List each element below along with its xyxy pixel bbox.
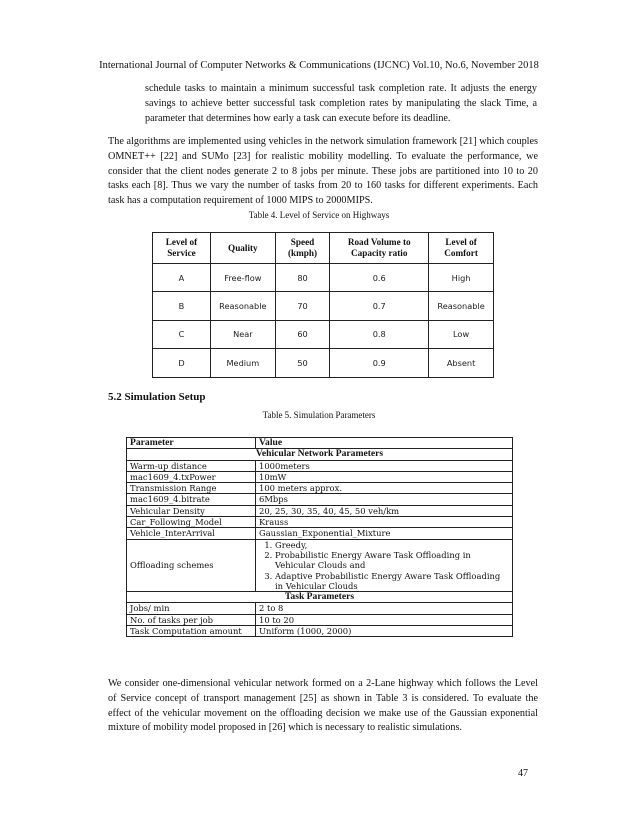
list-item: 2. Probabilistic Energy Aware Task Offloading in Vehicular Clouds and — [275, 550, 509, 571]
value-cell: Uniform (1000, 2000) — [256, 626, 513, 637]
table4-header-cell: Level of Service — [153, 233, 211, 264]
parameter-cell: Car_Following_Model — [127, 517, 256, 528]
list-item: 3. Adaptive Probabilistic Energy Aware Task Offloading in Vehicular Clouds — [275, 571, 509, 592]
value-cell: Gaussian_Exponential_Mixture — [256, 528, 513, 539]
table4-caption: Table 4. Level of Service on Highways — [248, 210, 390, 220]
table-row — [127, 528, 513, 539]
table-row — [127, 539, 513, 591]
table4-cell: Low — [429, 320, 494, 348]
table4-cell: Free-flow — [210, 264, 275, 292]
table4-cell: Reasonable — [429, 292, 494, 320]
value-cell: 2 to 8 — [256, 603, 513, 614]
table4-header-cell: Road Volume to Capacity ratio — [330, 233, 429, 264]
table-row — [127, 626, 513, 637]
table4-cell: High — [429, 264, 494, 292]
table4-cell: B — [153, 292, 211, 320]
table4-cell: Absent — [429, 349, 494, 377]
section-heading: 5.2 Simulation Setup — [108, 391, 206, 403]
parameter-cell: Warm-up distance — [127, 460, 256, 471]
table-row — [127, 471, 513, 482]
body-paragraph-2: We consider one-dimensional vehicular network formed on a 2-Lane highway which follows the Level of Service concept of transport management [25] as shown in Table 3 is considered. To evaluate the effect of the vehicular movement on the offloading decision we make use of the Gaussian exponential mixture of mobility model proposed in [26] which is necessary to realistic simulations. — [108, 678, 538, 734]
value-cell: 100 meters approx. — [256, 483, 513, 494]
table4-cell: 0.6 — [330, 264, 429, 292]
parameter-cell: Jobs/ min — [127, 603, 256, 614]
table5-band-row — [127, 592, 513, 603]
table4-header-cell: Quality — [210, 233, 275, 264]
vehicular-network-band: Vehicular Network Parameters — [127, 449, 513, 460]
table5-caption: Table 5. Simulation Parameters — [262, 410, 376, 420]
table-row — [127, 603, 513, 614]
parameter-cell: mac1609_4.txPower — [127, 471, 256, 482]
task-parameters-band: Task Parameters — [127, 592, 513, 603]
list-item: 1. Greedy, — [275, 540, 509, 550]
table4-cell: 70 — [275, 292, 330, 320]
indented-paragraph: schedule tasks to maintain a minimum successful task completion rate. It adjusts the energy savings to achieve better successful task completion rates by manipulating the slack Time, a parameter that determines how early a task can execute before its deadline. — [145, 83, 537, 124]
simulation-parameters-table — [126, 437, 513, 637]
table4-cell: 0.9 — [330, 349, 429, 377]
parameter-cell: Transmission Range — [127, 483, 256, 494]
table4-cell: D — [153, 349, 211, 377]
table-row — [153, 349, 494, 377]
parameter-cell: Vehicle_InterArrival — [127, 528, 256, 539]
parameter-cell: No. of tasks per job — [127, 614, 256, 625]
table4-cell: Near — [210, 320, 275, 348]
table4-cell: 50 — [275, 349, 330, 377]
table-row — [153, 264, 494, 292]
table4-header-cell: Level of Comfort — [429, 233, 494, 264]
table4-cell: 0.7 — [330, 292, 429, 320]
table4-cell: Reasonable — [210, 292, 275, 320]
parameter-cell: mac1609_4.bitrate — [127, 494, 256, 505]
table-row — [153, 292, 494, 320]
value-cell: 10 to 20 — [256, 614, 513, 625]
offloading-schemes-list — [259, 540, 509, 591]
offloading-schemes-cell — [256, 539, 513, 591]
value-cell: Krauss — [256, 517, 513, 528]
table4-cell: A — [153, 264, 211, 292]
value-cell: 20, 25, 30, 35, 40, 45, 50 veh/km — [256, 505, 513, 516]
value-cell: 10mW — [256, 471, 513, 482]
body-paragraph-1: The algorithms are implemented using vehicles in the network simulation framework [21] which couples OMNET++ [22] and SUMo [23] for realistic mobility modelling. To evaluate the performance, we consider that the client nodes generate 2 to 8 jobs per minute. These jobs are partitioned into 10 to 20 tasks each [8]. Thus we vary the number of tasks from 20 to 160 tasks for different experiments. Each task has a computation requirement of 1000 MIPS to 2000MIPS. — [108, 136, 538, 207]
table-row — [127, 460, 513, 471]
level-of-service-table — [152, 232, 494, 378]
table4-cell: C — [153, 320, 211, 348]
table-row — [153, 320, 494, 348]
page-number: 47 — [518, 768, 528, 779]
parameter-cell: Task Computation amount — [127, 626, 256, 637]
table4-header-cell: Speed (kmph) — [275, 233, 330, 264]
table5-band-row — [127, 449, 513, 460]
value-cell: 6Mbps — [256, 494, 513, 505]
journal-header: International Journal of Computer Networks & Communications (IJCNC) Vol.10, No.6, November 2018 — [99, 60, 539, 71]
table4-cell: 80 — [275, 264, 330, 292]
table-row — [127, 494, 513, 505]
parameter-cell: Vehicular Density — [127, 505, 256, 516]
table-row — [127, 483, 513, 494]
table4-header-row — [153, 233, 494, 264]
table-row — [127, 517, 513, 528]
table5-header-cell: Value — [256, 438, 513, 449]
table4-cell: 0.8 — [330, 320, 429, 348]
table-row — [127, 505, 513, 516]
value-cell: 1000meters — [256, 460, 513, 471]
table5-header-cell: Parameter — [127, 438, 256, 449]
table5-header-row — [127, 438, 513, 449]
table4-cell: 60 — [275, 320, 330, 348]
table-row — [127, 614, 513, 625]
parameter-cell: Offloading schemes — [127, 539, 256, 591]
table4-cell: Medium — [210, 349, 275, 377]
